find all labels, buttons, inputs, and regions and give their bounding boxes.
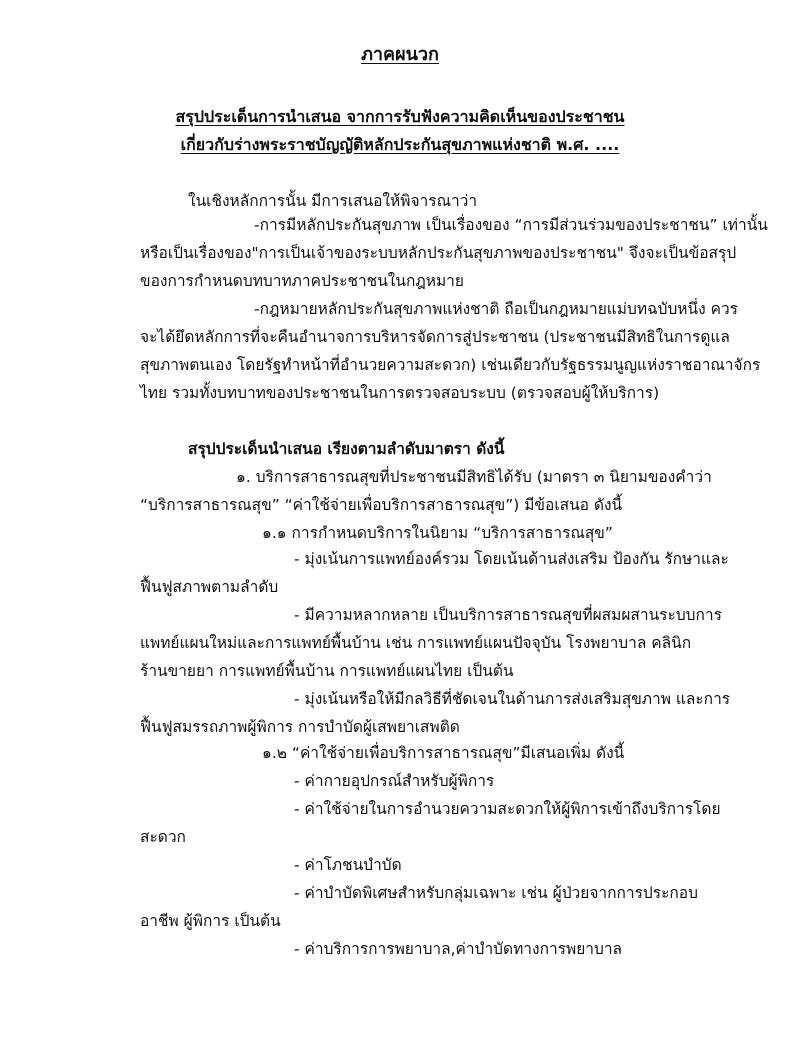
principle-point1-line1: -การมีหลักประกันสุขภาพ เป็นเรื่องของ “การมีส่วนร่วมของประชาชน” เท่านั้น	[254, 216, 768, 234]
section1-2-bullet2-line2: สะดวก	[140, 828, 186, 846]
section1-2-bullet5: - ค่าบริการการพยาบาล,ค่าบำบัดทางการพยาบาล	[294, 940, 623, 958]
section1-line2: “บริการสาธารณสุข” “ค่าใช้จ่ายเพื่อบริการสาธารณสุข”) มีข้อเสนอ ดังนี้	[140, 496, 623, 514]
section1-2-bullet1: - ค่ากายอุปกรณ์สำหรับผู้พิการ	[294, 772, 495, 790]
principle-point2-line4: ไทย รวมทั้งบทบาทของประชาชนในการตรวจสอบระบบ (ตรวจสอบผู้ให้บริการ)	[140, 384, 660, 402]
section1-2-bullet3: - ค่าโภชนบำบัด	[294, 856, 402, 874]
principle-point2-line1: -กฎหมายหลักประกันสุขภาพแห่งชาติ ถือเป็นกฎหมายแม่บทฉบับหนึ่ง ควร	[254, 300, 739, 318]
section1-2-heading: ๑.๒ “ค่าใช้จ่ายเพื่อบริการสาธารณสุข”มีเสนอเพิ่ม ดังนี้	[262, 744, 625, 762]
section1-1-bullet1-line2: ฟื้นฟูสภาพตามลำดับ	[140, 578, 279, 596]
section1-1-heading: ๑.๑ การกำหนดบริการในนิยาม “บริการสาธารณสุข”	[262, 524, 613, 542]
principle-point2-line3: สุขภาพตนเอง โดยรัฐทำหน้าที่อำนวยความสะดวก) เช่นเดียวกับรัฐธรรมนูญแห่งราชอาณาจักร	[140, 356, 761, 374]
section1-2-bullet4-line1: - ค่าบำบัดพิเศษสำหรับกลุ่มเฉพาะ เช่น ผู้ป่วยจากการประกอบ	[294, 884, 698, 902]
section1-1-bullet3-line1: - มุ่งเน้นหรือให้มีกลวิธีที่ชัดเจนในด้านการส่งเสริมสุขภาพ และการ	[294, 690, 731, 708]
section1-2-bullet2-line1: - ค่าใช้จ่ายในการอำนวยความสะดวกให้ผู้พิการเข้าถึงบริการโดย	[294, 800, 721, 818]
section1-1-bullet2-line1: - มีความหลากหลาย เป็นบริการสาธารณสุขที่ผสมผสานระบบการ	[294, 606, 722, 624]
page-title: ภาคผนวก	[361, 44, 439, 65]
subtitle-line-1: สรุปประเด็นการนำเสนอ จากการรับฟังความคิดเห็นของประชาชน	[175, 107, 625, 126]
summary-heading: สรุปประเด็นนำเสนอ เรียงตามลำดับมาตรา ดังนี้	[188, 440, 505, 458]
section1-2-bullet4-line2: อาชีพ ผู้พิการ เป็นต้น	[140, 912, 281, 930]
subtitle-line-2: เกี่ยวกับร่างพระราชบัญญัติหลักประกันสุขภาพแห่งชาติ พ.ศ. ....	[180, 135, 620, 154]
section1-1-bullet1-line1: - มุ่งเน้นการแพทย์องค์รวม โดยเน้นด้านส่งเสริม ป้องกัน รักษาและ	[294, 550, 729, 568]
section1-1-bullet2-line2: แพทย์แผนใหม่และการแพทย์พื้นบ้าน เช่น การแพทย์แผนปัจจุบัน โรงพยาบาล คลินิก	[140, 634, 692, 652]
principle-intro: ในเชิงหลักการนั้น มีการเสนอให้พิจารณาว่า	[188, 192, 478, 210]
principle-point2-line2: จะได้ยึดหลักการที่จะคืนอำนาจการบริหารจัดการสู่ประชาชน (ประชาชนมีสิทธิในการดูแล	[140, 328, 730, 346]
principle-point1-line2: หรือเป็นเรื่องของ"การเป็นเจ้าของระบบหลักประกันสุขภาพของประชาชน" จึงจะเป็นข้อสรุป	[140, 244, 737, 262]
principle-point1-line3: ของการกำหนดบทบาทภาคประชาชนในกฎหมาย	[140, 272, 464, 290]
section1-1-bullet2-line3: ร้านขายยา การแพทย์พื้นบ้าน การแพทย์แผนไทย เป็นต้น	[140, 662, 514, 680]
section1-line1: ๑. บริการสาธารณสุขที่ประชาชนมีสิทธิได้รับ (มาตรา ๓ นิยามของคำว่า	[236, 468, 712, 486]
section1-1-bullet3-line2: ฟื้นฟูสมรรถภาพผู้พิการ การบำบัดผู้เสพยาเสพติด	[140, 718, 460, 736]
